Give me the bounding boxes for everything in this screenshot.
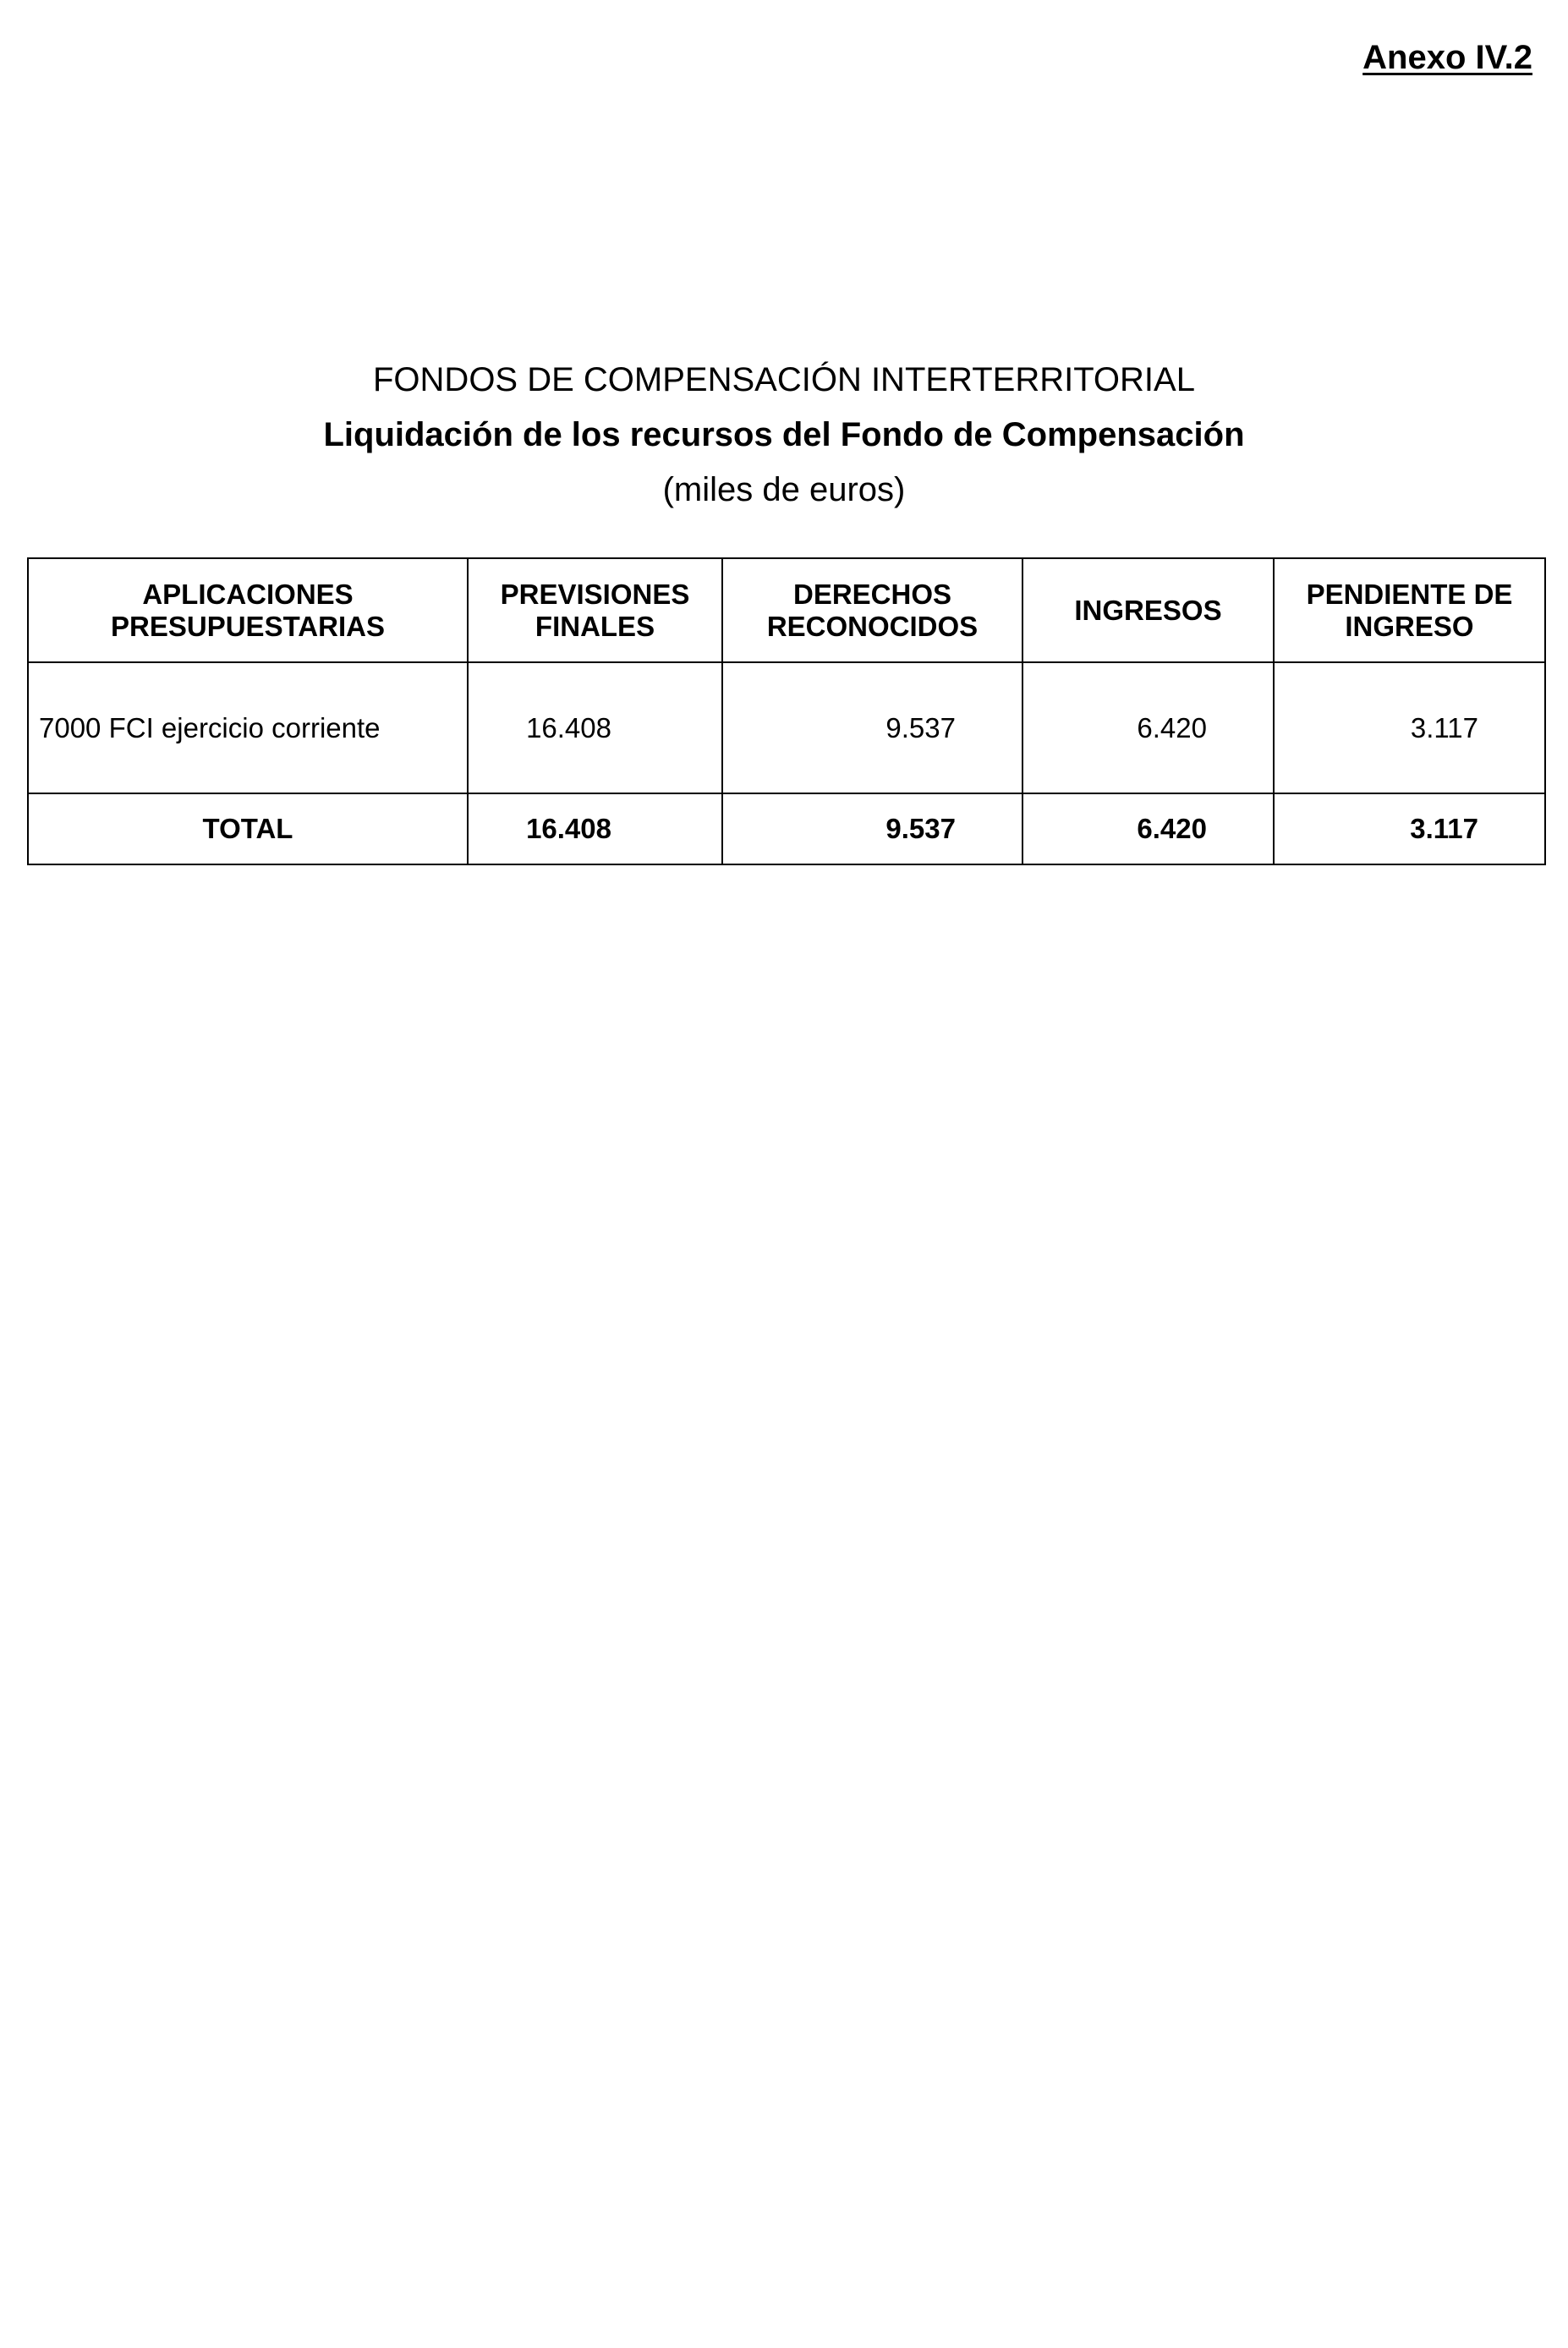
total-pendiente-de-ingreso: 3.117 (1274, 793, 1545, 864)
total-derechos-reconocidos: 9.537 (722, 793, 1022, 864)
document-subtitle: Liquidación de los recursos del Fondo de Compensación (323, 416, 1245, 453)
header-aplicaciones-line2: PRESUPUESTARIAS (111, 610, 385, 642)
document-title: FONDOS DE COMPENSACIÓN INTERTERRITORIAL (373, 361, 1195, 398)
header-aplicaciones-line1: APLICACIONES (142, 578, 354, 610)
row-concept: 7000 FCI ejercicio corriente (28, 662, 468, 793)
liquidation-table (27, 557, 1546, 865)
row-derechos-reconocidos: 9.537 (722, 662, 1022, 793)
header-previsiones-finales (468, 558, 722, 662)
row-previsiones-finales: 16.408 (468, 662, 722, 793)
header-previsiones-line2: FINALES (535, 610, 655, 642)
annex-label: Anexo IV.2 (1362, 39, 1532, 76)
row-ingresos: 6.420 (1022, 662, 1274, 793)
row-pendiente-de-ingreso: 3.117 (1274, 662, 1545, 793)
header-aplicaciones-presupuestarias (28, 558, 468, 662)
total-label: TOTAL (28, 793, 468, 864)
units-note: (miles de euros) (662, 471, 906, 508)
header-derechos-reconocidos (722, 558, 1022, 662)
table-row (28, 662, 1545, 793)
header-ingresos (1022, 558, 1274, 662)
header-pendiente-line1: PENDIENTE DE (1306, 578, 1513, 610)
header-pendiente-line2: INGRESO (1345, 610, 1474, 642)
header-derechos-line2: RECONOCIDOS (766, 610, 979, 642)
header-previsiones-line1: PREVISIONES (500, 578, 690, 610)
header-ingresos-label: INGRESOS (1074, 594, 1222, 626)
total-previsiones-finales: 16.408 (468, 793, 722, 864)
header-pendiente-de-ingreso (1274, 558, 1545, 662)
total-ingresos: 6.420 (1022, 793, 1274, 864)
header-derechos-line1: DERECHOS (792, 578, 952, 610)
total-row (28, 793, 1545, 864)
table-header-row (28, 558, 1545, 662)
